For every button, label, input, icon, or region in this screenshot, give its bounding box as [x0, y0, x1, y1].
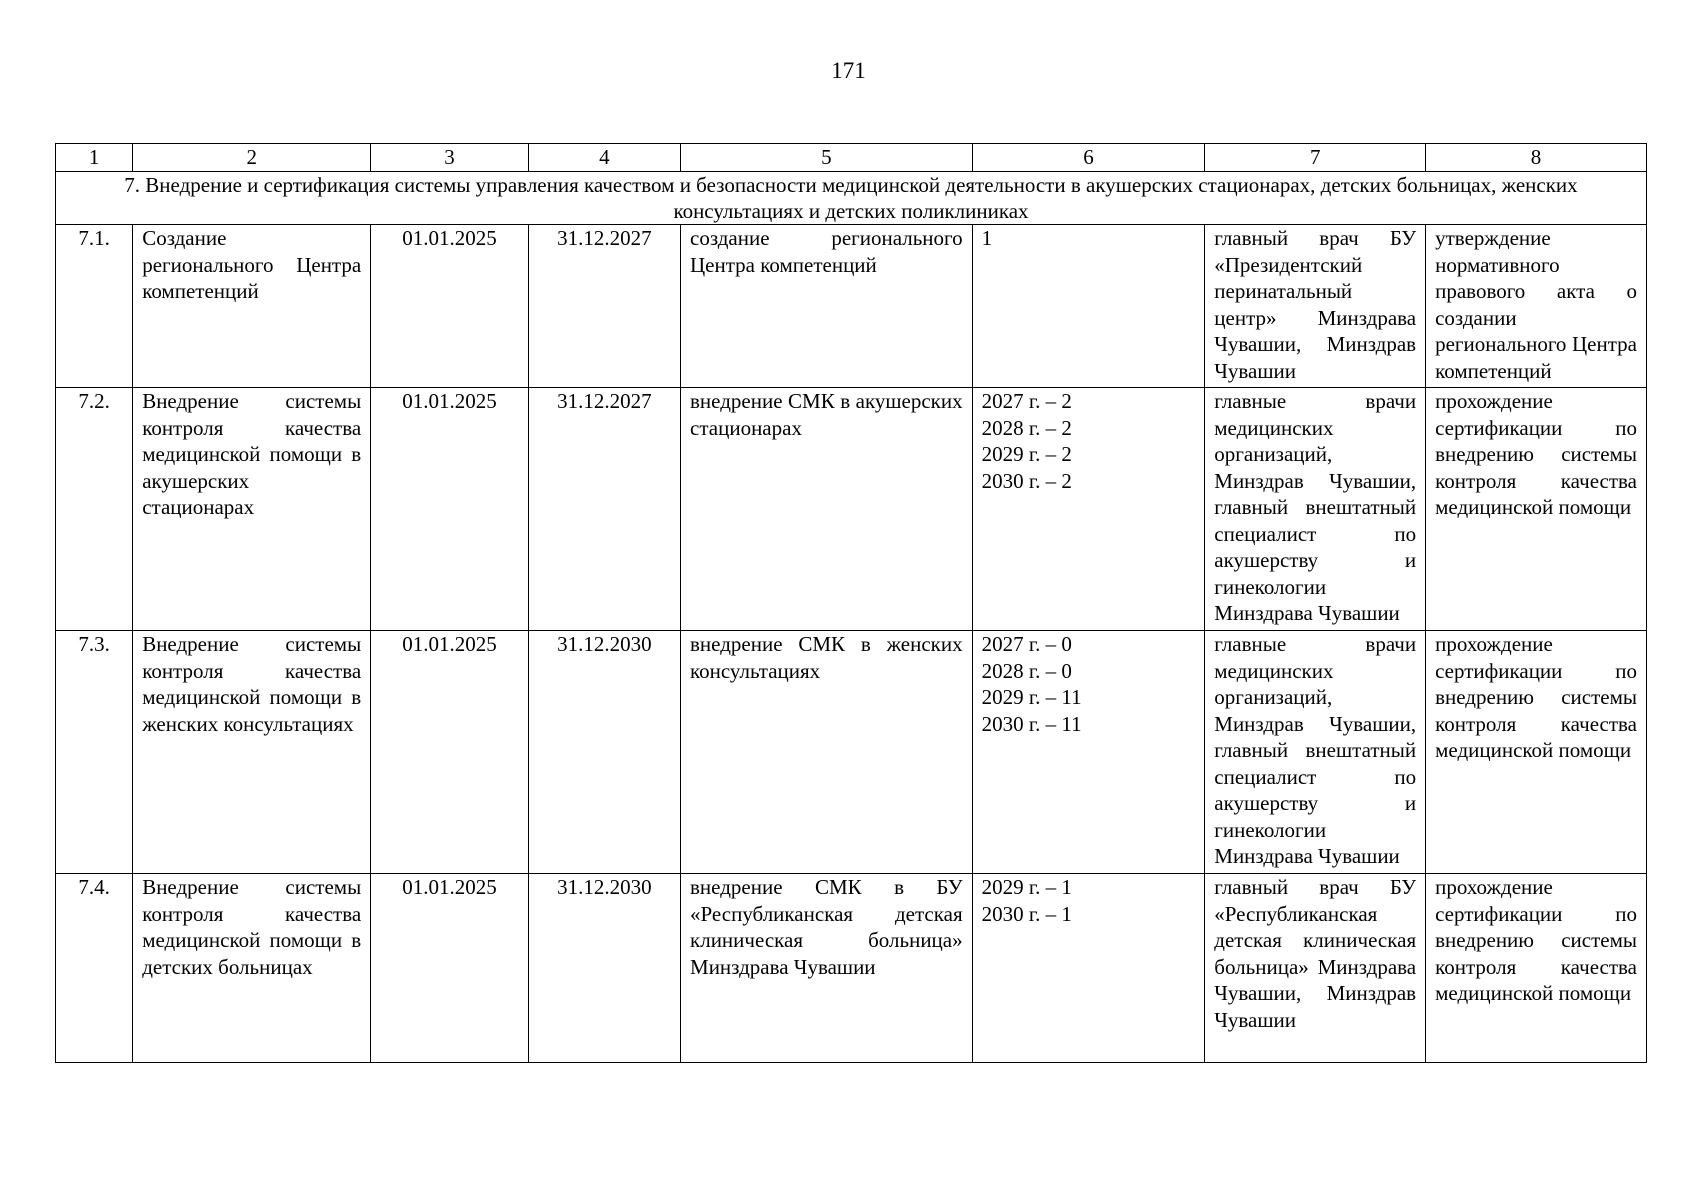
- indicator: внедрение СМК в акушерских стационарах: [681, 388, 973, 631]
- indicator-values: [972, 225, 1205, 388]
- row-number: 7.4.: [56, 874, 133, 1063]
- measure-name: Внедрение системы контроля качества медицинской помощи в детских больницах: [133, 874, 371, 1063]
- indicator: внедрение СМК в БУ «Республиканская детская клиническая больница» Минздрава Чувашии: [681, 874, 973, 1063]
- measure-name: Внедрение системы контроля качества медицинской помощи в женских консультациях: [133, 631, 371, 874]
- indicator-value: 2030 г. – 1: [981, 901, 1072, 926]
- table-row: [56, 631, 1647, 874]
- table-row: [56, 225, 1647, 388]
- indicator-value: 2027 г. – 2: [981, 389, 1072, 413]
- column-header: 2: [133, 144, 371, 172]
- indicator: создание регионального Центра компетенций: [681, 225, 973, 388]
- responsible: главный врач БУ «Президентский перинатальный центр» Минздрава Чувашии, Минздрав Чувашии: [1205, 225, 1426, 388]
- expected-result: прохождение сертификации по внедрению системы контроля качества медицинской помощи: [1426, 388, 1647, 631]
- start-date: 01.01.2025: [371, 225, 529, 388]
- measure-name: Создание регионального Центра компетенций: [133, 225, 371, 388]
- start-date: 01.01.2025: [371, 388, 529, 631]
- start-date: 01.01.2025: [371, 631, 529, 874]
- column-number-row: [56, 144, 1647, 172]
- end-date: 31.12.2030: [528, 874, 680, 1063]
- indicator-values: [972, 388, 1205, 631]
- indicator-value: 2030 г. – 11: [981, 711, 1082, 736]
- section-row: [56, 172, 1647, 225]
- expected-result: утверждение нормативного правового акта о создании регионального Центра компетенций: [1426, 225, 1647, 388]
- indicator-value: 2028 г. – 2: [981, 415, 1072, 440]
- column-header: 5: [681, 144, 973, 172]
- measure-name: Внедрение системы контроля качества медицинской помощи в акушерских стационарах: [133, 388, 371, 631]
- page-number: 171: [831, 58, 866, 83]
- expected-result: прохождение сертификации по внедрению системы контроля качества медицинской помощи: [1426, 874, 1647, 1063]
- table-row: [56, 388, 1647, 631]
- indicator-value: 2029 г. – 11: [981, 685, 1082, 709]
- indicator-value: 2027 г. – 0: [981, 632, 1072, 656]
- indicator-value: 2028 г. – 0: [981, 658, 1072, 683]
- end-date: 31.12.2030: [528, 631, 680, 874]
- indicator-values: [972, 631, 1205, 874]
- column-header: 1: [56, 144, 133, 172]
- indicator-value: 1: [981, 226, 993, 250]
- responsible: главные врачи медицинских организаций, Минздрав Чувашии, главный внештатный специалист по акушерству и гинекологии Минздрава Чувашии: [1205, 388, 1426, 631]
- end-date: 31.12.2027: [528, 388, 680, 631]
- row-number: 7.3.: [56, 631, 133, 874]
- column-header: 8: [1426, 144, 1647, 172]
- responsible: главный врач БУ «Республиканская детская клиническая больница» Минздрава Чувашии, Минздрав Чувашии: [1205, 874, 1426, 1063]
- start-date: 01.01.2025: [371, 874, 529, 1063]
- section-title: 7. Внедрение и сертификация системы управления качеством и безопасности медицинской деятельности в акушерских стационарах, детских больницах, женских консультациях и детских поликлиниках: [56, 172, 1647, 225]
- table-row: [56, 874, 1647, 1063]
- end-date: 31.12.2027: [528, 225, 680, 388]
- row-number: 7.1.: [56, 225, 133, 388]
- column-header: 4: [528, 144, 680, 172]
- column-header: 6: [972, 144, 1205, 172]
- row-number: 7.2.: [56, 388, 133, 631]
- column-header: 7: [1205, 144, 1426, 172]
- indicator-values: [972, 874, 1205, 1063]
- plan-table: [55, 143, 1647, 1063]
- column-header: 3: [371, 144, 529, 172]
- responsible: главные врачи медицинских организаций, Минздрав Чувашии, главный внештатный специалист по акушерству и гинекологии Минздрава Чувашии: [1205, 631, 1426, 874]
- expected-result: прохождение сертификации по внедрению системы контроля качества медицинской помощи: [1426, 631, 1647, 874]
- indicator-value: 2030 г. – 2: [981, 468, 1072, 493]
- indicator-value: 2029 г. – 2: [981, 442, 1072, 466]
- indicator: внедрение СМК в женских консультациях: [681, 631, 973, 874]
- indicator-value: 2029 г. – 1: [981, 875, 1072, 899]
